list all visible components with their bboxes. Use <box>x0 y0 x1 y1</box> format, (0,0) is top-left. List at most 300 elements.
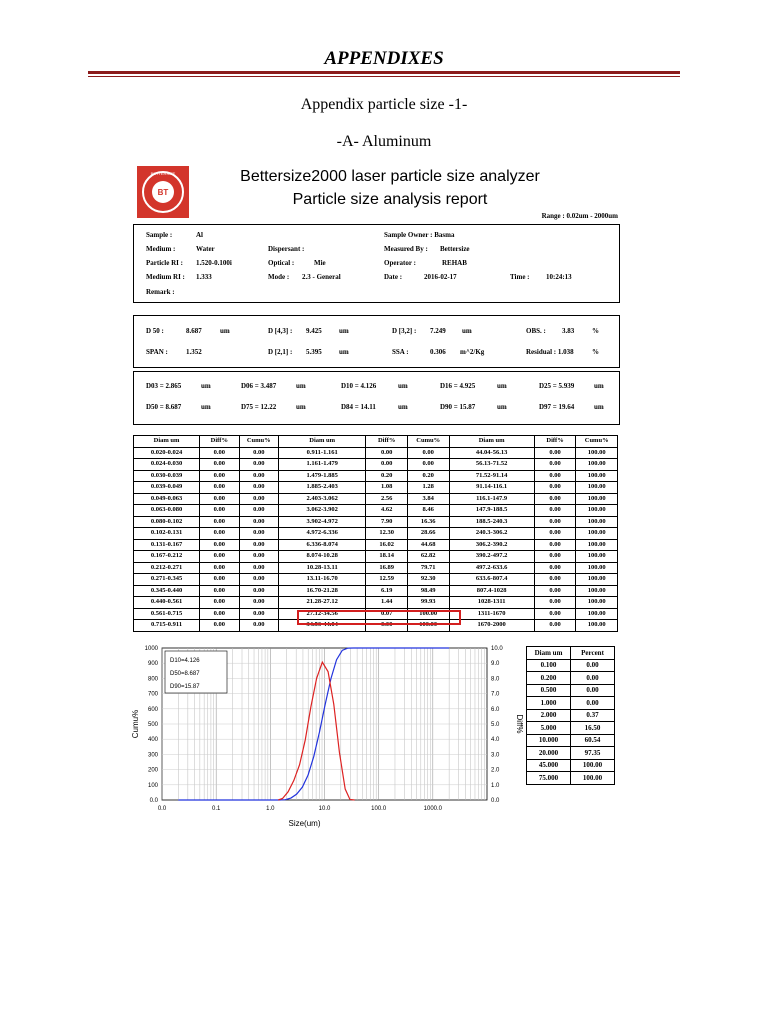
table-cell: 16.02 <box>366 539 408 551</box>
d97-unit: um <box>594 403 604 411</box>
d21-label: D [2,1] : <box>268 348 293 356</box>
span-value: 1.352 <box>186 348 202 356</box>
table-cell: 0.131-0.167 <box>134 539 200 551</box>
y-left-tick-label: 400 <box>147 737 158 744</box>
table-header-cell: Diam um <box>278 436 365 448</box>
table-cell: 0.00 <box>200 574 239 586</box>
table-cell: 0.00 <box>239 539 278 551</box>
table-cell: 100.00 <box>576 597 618 609</box>
table-row <box>134 459 618 471</box>
table-cell: 0.00 <box>534 493 576 505</box>
table-cell: 188.5-240.3 <box>449 516 534 528</box>
report-title-line2: Particle size analysis report <box>292 191 488 208</box>
d25-unit: um <box>594 382 604 390</box>
table-cell: 147.9-188.5 <box>449 505 534 517</box>
d97: D97 = 19.64 <box>539 403 575 411</box>
mode-label: Mode : <box>268 273 290 281</box>
table-cell: 0.00 <box>200 562 239 574</box>
obs-value: 3.83 <box>562 327 575 335</box>
medium-ri-value: 1.333 <box>196 273 212 281</box>
d25: D25 = 5.939 <box>539 382 575 390</box>
table-cell: 0.440-0.561 <box>134 597 200 609</box>
table-cell: 100.00 <box>407 620 449 632</box>
y-right-tick-label: 10.0 <box>491 646 503 652</box>
percent-row <box>527 734 615 747</box>
d10: D10 = 4.126 <box>341 382 377 390</box>
medium-value: Water <box>196 245 215 253</box>
table-header-cell: Diam um <box>134 436 200 448</box>
table-cell: 0.00 <box>200 551 239 563</box>
y-left-tick-label: 1000 <box>144 646 158 652</box>
table-cell: 7.90 <box>366 516 408 528</box>
table-cell: 0.102-0.131 <box>134 528 200 540</box>
y-right-tick-label: 7.0 <box>491 691 500 698</box>
table-cell: 0.00 <box>366 620 408 632</box>
table-cell: 0.00 <box>239 551 278 563</box>
table-cell: 100.00 <box>576 459 618 471</box>
table-header-cell: Cumu% <box>407 436 449 448</box>
table-cell: 0.024-0.030 <box>134 459 200 471</box>
table-header-cell: Diam um <box>449 436 534 448</box>
table-cell: 0.00 <box>534 539 576 551</box>
legend-entry: D10=4.126 <box>170 658 200 664</box>
percentiles-box <box>133 371 620 425</box>
table-cell: 91.14-116.1 <box>449 482 534 494</box>
percent-cell: 45.000 <box>527 759 571 772</box>
table-cell: 0.020-0.024 <box>134 447 200 459</box>
d03: D03 = 2.865 <box>146 382 182 390</box>
table-cell: 100.00 <box>576 493 618 505</box>
percent-cell: 0.200 <box>527 672 571 685</box>
table-cell: 100.00 <box>576 516 618 528</box>
table-cell: 1.479-1.885 <box>278 470 365 482</box>
table-cell: 497.2-633.6 <box>449 562 534 574</box>
y-right-tick-label: 3.0 <box>491 752 500 759</box>
percent-row <box>527 697 615 710</box>
table-cell: 0.911-1.161 <box>278 447 365 459</box>
y-left-tick-label: 600 <box>147 706 158 713</box>
table-row <box>134 470 618 482</box>
measured-by-label: Measured By : <box>384 245 428 253</box>
percent-cell: 10.000 <box>527 734 571 747</box>
table-cell: 0.00 <box>534 459 576 471</box>
x-tick-label: 10.0 <box>318 806 331 812</box>
x-axis-label: Size(um) <box>288 819 321 828</box>
sample-label: Sample : <box>146 231 173 239</box>
x-tick-label: 0.1 <box>211 806 221 812</box>
table-cell: 0.00 <box>239 574 278 586</box>
table-cell: 0.561-0.715 <box>134 608 200 620</box>
percent-cell: 0.500 <box>527 684 571 697</box>
y-left-tick-label: 200 <box>147 767 158 774</box>
d84: D84 = 14.11 <box>341 403 376 411</box>
table-cell: 13.11-16.70 <box>278 574 365 586</box>
obs-unit: % <box>592 327 599 335</box>
medium-ri-label: Medium RI : <box>146 273 185 281</box>
table-cell: 56.13-71.52 <box>449 459 534 471</box>
table-cell: 100.00 <box>576 585 618 597</box>
table-cell: 0.00 <box>200 585 239 597</box>
d90: D90 = 15.87 <box>440 403 476 411</box>
table-cell: 92.30 <box>407 574 449 586</box>
medium-label: Medium : <box>146 245 176 253</box>
table-cell: 0.00 <box>239 516 278 528</box>
percent-cell: 97.35 <box>571 747 615 760</box>
d32-label: D [3,2] : <box>392 327 417 335</box>
table-cell: 4.972-6.336 <box>278 528 365 540</box>
d16: D16 = 4.925 <box>440 382 476 390</box>
table-row <box>134 574 618 586</box>
table-cell: 0.345-0.440 <box>134 585 200 597</box>
table-cell: 0.715-0.911 <box>134 620 200 632</box>
table-cell: 2.403-3.062 <box>278 493 365 505</box>
table-cell: 100.00 <box>576 551 618 563</box>
table-cell: 12.59 <box>366 574 408 586</box>
d50-unit: um <box>220 327 230 335</box>
percent-cell: 75.000 <box>527 772 571 785</box>
x-tick-label: 0.0 <box>157 806 167 812</box>
d75: D75 = 12.22 <box>241 403 277 411</box>
residual-unit: % <box>592 348 599 356</box>
y-right-tick-label: 2.0 <box>491 767 500 774</box>
table-cell: 0.00 <box>534 562 576 574</box>
d03-unit: um <box>201 382 211 390</box>
table-header-cell: Diff% <box>200 436 239 448</box>
percent-cell: 60.54 <box>571 734 615 747</box>
legend-entry: D50=8.687 <box>170 671 200 677</box>
table-row <box>134 505 618 517</box>
table-cell: 0.00 <box>200 493 239 505</box>
d32-unit: um <box>462 327 472 335</box>
y-right-tick-label: 4.0 <box>491 737 500 744</box>
table-cell: 3.84 <box>407 493 449 505</box>
percent-cell: 16.50 <box>571 722 615 735</box>
sample-owner: Sample Owner : Basma <box>384 231 455 239</box>
table-cell: 1.08 <box>366 482 408 494</box>
bettersize-logo <box>137 166 189 218</box>
table-header-cell: Cumu% <box>576 436 618 448</box>
table-cell: 0.00 <box>239 447 278 459</box>
table-cell: 100.00 <box>576 470 618 482</box>
table-cell: 0.063-0.080 <box>134 505 200 517</box>
table-cell: 0.00 <box>239 493 278 505</box>
percent-cell: 100.00 <box>571 759 615 772</box>
heading-rule-thin <box>88 76 680 77</box>
table-cell: 0.00 <box>534 597 576 609</box>
percent-row <box>527 672 615 685</box>
table-cell: 0.00 <box>239 608 278 620</box>
legend-entry: D90=15.87 <box>170 684 200 690</box>
table-cell: 0.00 <box>534 608 576 620</box>
d75-unit: um <box>296 403 306 411</box>
table-cell: 100.00 <box>407 608 449 620</box>
table-cell: 0.167-0.212 <box>134 551 200 563</box>
table-cell: 0.00 <box>534 585 576 597</box>
operator-label: Operator : <box>384 259 416 267</box>
table-cell: 0.00 <box>534 574 576 586</box>
table-cell: 0.00 <box>534 505 576 517</box>
table-cell: 0.00 <box>239 620 278 632</box>
d21-unit: um <box>339 348 349 356</box>
d21-value: 5.395 <box>306 348 322 356</box>
measured-by-value: Bettersize <box>440 245 470 253</box>
date-label: Date : <box>384 273 403 281</box>
table-cell: 633.6-807.4 <box>449 574 534 586</box>
table-cell: 6.336-8.074 <box>278 539 365 551</box>
heading-rule-thick <box>88 71 680 74</box>
particle-ri-value: 1.520-0.100i <box>196 259 232 267</box>
table-cell: 0.00 <box>534 551 576 563</box>
y-left-tick-label: 0.0 <box>149 798 158 804</box>
percent-cell: 0.00 <box>571 672 615 685</box>
table-cell: 1.28 <box>407 482 449 494</box>
table-cell: 0.00 <box>200 597 239 609</box>
x-tick-label: 100.0 <box>371 806 387 812</box>
percent-cell: 0.37 <box>571 709 615 722</box>
table-cell: 27.12-34.56 <box>278 608 365 620</box>
table-cell: 4.62 <box>366 505 408 517</box>
percent-row <box>527 759 615 772</box>
table-cell: 0.00 <box>534 470 576 482</box>
table-header-cell: Diff% <box>366 436 408 448</box>
y-left-axis-label: Cumu% <box>131 709 140 739</box>
y-left-tick-label: 300 <box>147 752 158 759</box>
sample-heading: -A- Aluminum <box>336 133 432 150</box>
table-cell: 0.07 <box>366 608 408 620</box>
y-left-tick-label: 900 <box>147 661 158 668</box>
table-cell: 0.00 <box>200 620 239 632</box>
d06: D06 = 3.487 <box>241 382 277 390</box>
table-cell: 0.271-0.345 <box>134 574 200 586</box>
table-cell: 0.039-0.049 <box>134 482 200 494</box>
optical-value: Mie <box>314 259 326 267</box>
ssa-unit: m^2/Kg <box>460 348 485 356</box>
table-cell: 28.66 <box>407 528 449 540</box>
table-cell: 100.00 <box>576 574 618 586</box>
table-cell: 100.00 <box>576 482 618 494</box>
table-cell: 0.080-0.102 <box>134 516 200 528</box>
table-row <box>134 585 618 597</box>
table-cell: 0.00 <box>239 562 278 574</box>
table-row <box>134 597 618 609</box>
table-cell: 0.00 <box>534 482 576 494</box>
table-cell: 10.28-13.11 <box>278 562 365 574</box>
table-cell: 0.00 <box>200 482 239 494</box>
optical-label: Optical : <box>268 259 295 267</box>
table-cell: 16.70-21.28 <box>278 585 365 597</box>
logo-mark: BT <box>157 188 169 197</box>
ssa-label: SSA : <box>392 348 409 356</box>
table-row <box>134 493 618 505</box>
y-left-tick-label: 800 <box>147 676 158 683</box>
percent-cell: 20.000 <box>527 747 571 760</box>
table-cell: 0.00 <box>534 620 576 632</box>
table-header-cell: Cumu% <box>239 436 278 448</box>
percent-cell: 0.00 <box>571 684 615 697</box>
d43-unit: um <box>339 327 349 335</box>
table-cell: 0.00 <box>200 528 239 540</box>
table-cell: 100.00 <box>576 620 618 632</box>
table-cell: 0.00 <box>239 585 278 597</box>
table-cell: 0.00 <box>239 597 278 609</box>
table-cell: 100.00 <box>576 447 618 459</box>
table-cell: 3.062-3.902 <box>278 505 365 517</box>
table-cell: 1.161-1.479 <box>278 459 365 471</box>
table-cell: 44.68 <box>407 539 449 551</box>
table-cell: 12.30 <box>366 528 408 540</box>
table-cell: 1028-1311 <box>449 597 534 609</box>
table-cell: 44.04-56.13 <box>449 447 534 459</box>
percent-row <box>527 684 615 697</box>
percent-header-cell: Percent <box>571 647 615 660</box>
residual-label: Residual : 1.038 <box>526 348 574 356</box>
table-cell: 116.1-147.9 <box>449 493 534 505</box>
y-right-tick-label: 0.0 <box>491 798 500 804</box>
y-left-tick-label: 100 <box>147 782 158 789</box>
table-cell: 306.2-390.2 <box>449 539 534 551</box>
time-label: Time : <box>510 273 530 281</box>
d16-unit: um <box>497 382 507 390</box>
x-tick-label: 1000.0 <box>423 806 443 812</box>
sample-value: Al <box>196 231 203 239</box>
table-cell: 21.28-27.12 <box>278 597 365 609</box>
d50-value: 8.687 <box>186 327 202 335</box>
table-cell: 0.00 <box>239 505 278 517</box>
table-row <box>134 551 618 563</box>
table-cell: 98.49 <box>407 585 449 597</box>
table-cell: 100.00 <box>576 505 618 517</box>
span-label: SPAN : <box>146 348 168 356</box>
d06-unit: um <box>296 382 306 390</box>
table-cell: 0.212-0.271 <box>134 562 200 574</box>
table-cell: 0.00 <box>200 608 239 620</box>
table-cell: 0.00 <box>366 447 408 459</box>
table-cell: 62.82 <box>407 551 449 563</box>
highlight-box <box>297 610 461 625</box>
table-cell: 0.00 <box>239 459 278 471</box>
particle-ri-label: Particle RI : <box>146 259 183 267</box>
d10-unit: um <box>398 382 408 390</box>
remark-label: Remark : <box>146 288 175 296</box>
y-left-tick-label: 500 <box>147 722 158 728</box>
table-cell: 0.00 <box>534 516 576 528</box>
logo-text: BETTERSIZE <box>150 171 176 176</box>
table-cell: 1311-1670 <box>449 608 534 620</box>
table-cell: 18.14 <box>366 551 408 563</box>
table-cell: 0.030-0.039 <box>134 470 200 482</box>
percent-cell: 5.000 <box>527 722 571 735</box>
table-cell: 0.00 <box>407 447 449 459</box>
y-left-tick-label: 700 <box>147 691 158 698</box>
table-row <box>134 482 618 494</box>
y-right-tick-label: 1.0 <box>491 782 500 789</box>
time-value: 10:24:13 <box>546 273 572 281</box>
table-cell: 0.20 <box>366 470 408 482</box>
percent-cell: 2.000 <box>527 709 571 722</box>
table-cell: 0.00 <box>200 447 239 459</box>
table-cell: 6.19 <box>366 585 408 597</box>
table-cell: 2.56 <box>366 493 408 505</box>
appendix-subtitle: Appendix particle size -1- <box>300 96 468 113</box>
percent-row <box>527 709 615 722</box>
percent-cell: 100.00 <box>571 772 615 785</box>
percent-cell: 0.00 <box>571 659 615 672</box>
appendix-heading: APPENDIXES <box>324 48 444 69</box>
sample-info-box <box>133 224 620 303</box>
table-cell: 100.00 <box>576 528 618 540</box>
table-cell: 16.89 <box>366 562 408 574</box>
percent-table <box>526 646 615 785</box>
table-cell: 0.00 <box>200 470 239 482</box>
d50-label: D 50 : <box>146 327 164 335</box>
y-right-tick-label: 8.0 <box>491 676 500 683</box>
table-cell: 0.00 <box>239 528 278 540</box>
table-cell: 390.2-497.2 <box>449 551 534 563</box>
percent-row <box>527 659 615 672</box>
distribution-table <box>133 435 618 632</box>
particle-size-chart <box>131 644 524 834</box>
ssa-value: 0.306 <box>430 348 446 356</box>
y-right-axis-label: Diff% <box>515 714 524 734</box>
percent-header-cell: Diam um <box>527 647 571 660</box>
d90-unit: um <box>497 403 507 411</box>
table-cell: 100.00 <box>576 539 618 551</box>
percent-row <box>527 722 615 735</box>
table-cell: 0.00 <box>200 459 239 471</box>
table-row <box>134 447 618 459</box>
table-row <box>134 516 618 528</box>
obs-label: OBS. : <box>526 327 546 335</box>
table-cell: 79.71 <box>407 562 449 574</box>
table-cell: 1.885-2.403 <box>278 482 365 494</box>
report-title-line1: Bettersize2000 laser particle size analyzer <box>240 168 540 185</box>
x-tick-label: 1.0 <box>266 806 275 812</box>
d84-unit: um <box>398 403 408 411</box>
percent-cell: 0.00 <box>571 697 615 710</box>
percent-row <box>527 772 615 785</box>
table-cell: 34.56-44.04 <box>278 620 365 632</box>
table-cell: 100.00 <box>576 562 618 574</box>
table-cell: 0.00 <box>407 459 449 471</box>
table-cell: 71.52-91.14 <box>449 470 534 482</box>
table-cell: 8.074-10.28 <box>278 551 365 563</box>
d43-label: D [4,3] : <box>268 327 293 335</box>
y-right-tick-label: 6.0 <box>491 706 500 713</box>
table-cell: 99.93 <box>407 597 449 609</box>
table-cell: 1.44 <box>366 597 408 609</box>
table-cell: 0.00 <box>534 447 576 459</box>
table-row <box>134 539 618 551</box>
measurement-range: Range : 0.02um - 2000um <box>541 212 618 220</box>
table-cell: 0.00 <box>534 528 576 540</box>
percent-cell: 0.100 <box>527 659 571 672</box>
table-cell: 0.00 <box>239 482 278 494</box>
mode-value: 2.3 - General <box>302 273 341 281</box>
table-cell: 100.00 <box>576 608 618 620</box>
table-cell: 0.00 <box>200 516 239 528</box>
date-value: 2016-02-17 <box>424 273 457 281</box>
table-cell: 807.4-1028 <box>449 585 534 597</box>
table-row <box>134 562 618 574</box>
table-cell: 0.00 <box>366 459 408 471</box>
d43-value: 9.425 <box>306 327 322 335</box>
statistics-box <box>133 315 620 368</box>
table-cell: 0.049-0.063 <box>134 493 200 505</box>
table-header-cell: Diff% <box>534 436 576 448</box>
table-cell: 3.902-4.972 <box>278 516 365 528</box>
percent-cell: 1.000 <box>527 697 571 710</box>
table-cell: 1670-2000 <box>449 620 534 632</box>
